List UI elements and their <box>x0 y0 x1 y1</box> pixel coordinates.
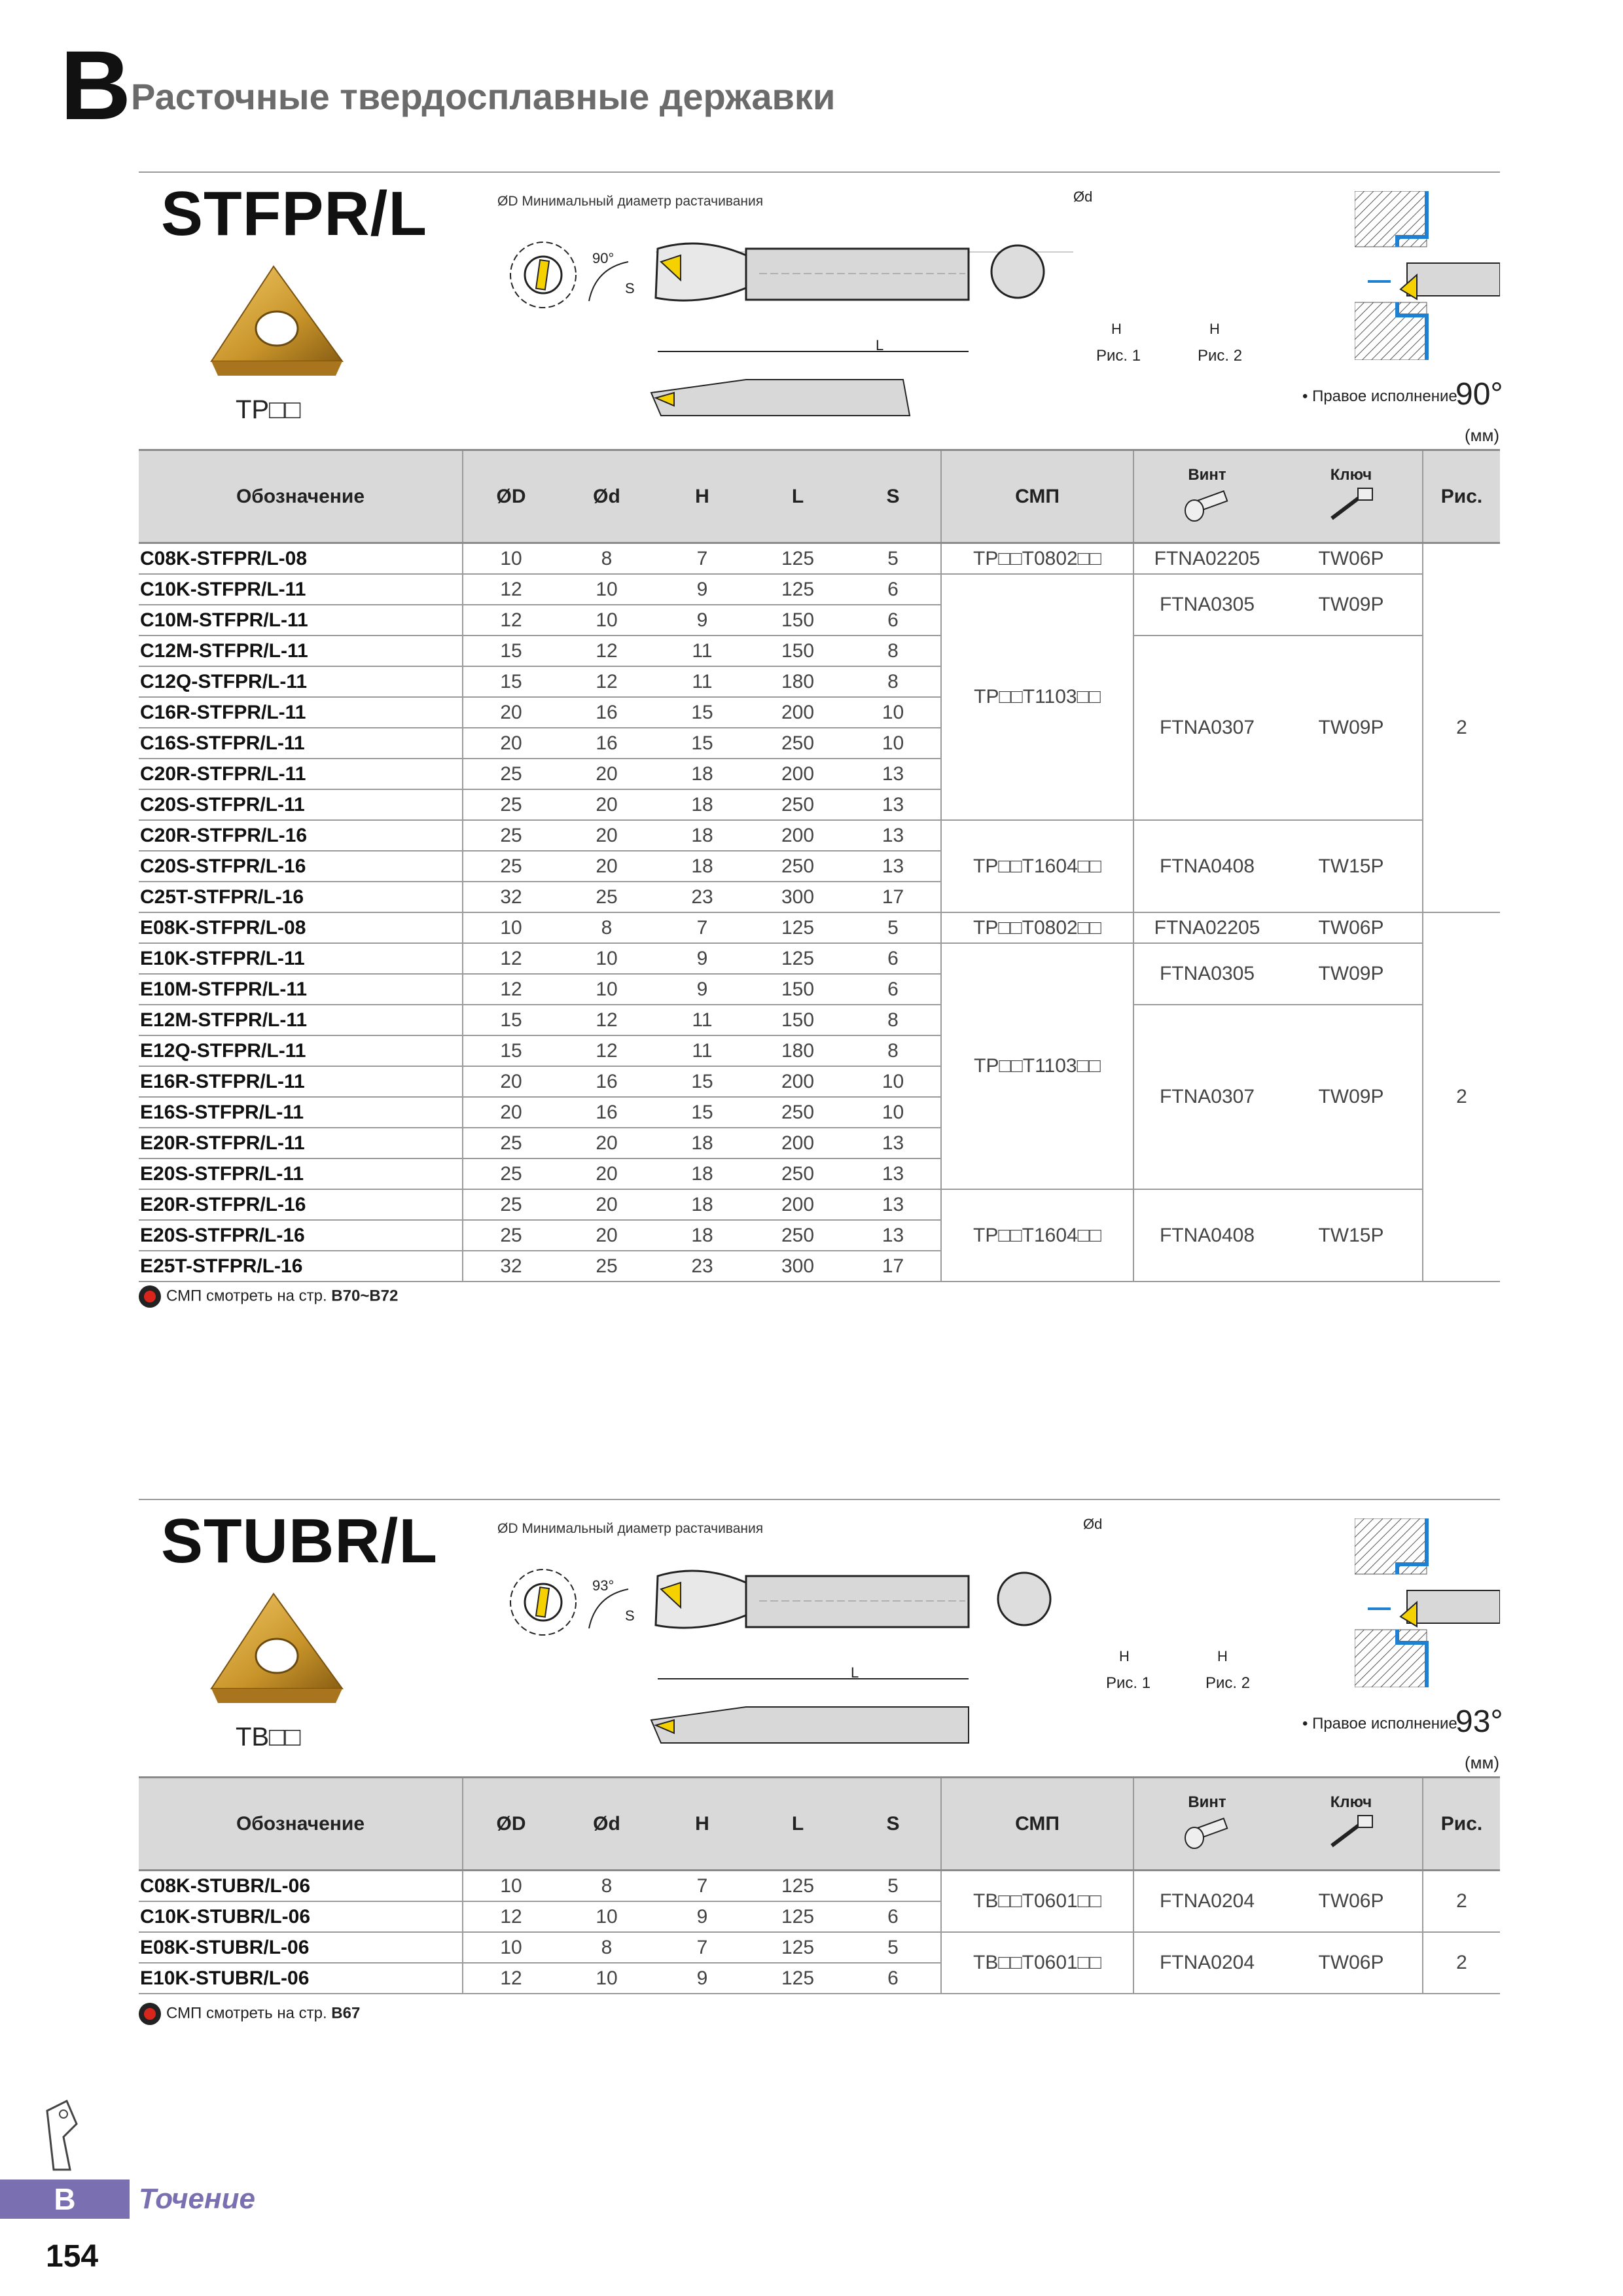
table-cell: 12 <box>559 1005 654 1035</box>
table-cell: 9 <box>654 974 750 1005</box>
table-cell: 15 <box>654 1097 750 1128</box>
table-cell: 15 <box>463 666 559 697</box>
table-cell: 6 <box>846 605 941 636</box>
table-cell: 10 <box>559 974 654 1005</box>
table-cell: E20S-STFPR/L-11 <box>139 1158 463 1189</box>
insert-cell: TP□□T0802□□ <box>941 912 1133 943</box>
col-screw <box>1133 450 1280 543</box>
table-cell: 11 <box>654 636 750 666</box>
table-cell: 11 <box>654 1005 750 1035</box>
insert-cell: TP□□T1103□□ <box>941 943 1133 1189</box>
col-key-label: Ключ <box>1330 1793 1372 1811</box>
table-cell: 11 <box>654 1035 750 1066</box>
table-cell: 25 <box>463 789 559 820</box>
note-ref[interactable]: B70~B72 <box>331 1287 399 1305</box>
insert-cell: TB□□T0601□□ <box>941 1932 1133 1994</box>
table-cell: 25 <box>463 820 559 851</box>
screw-cell: FTNA02205 <box>1133 912 1280 943</box>
col-screw-label: Винт <box>1188 465 1226 484</box>
table-cell: 5 <box>846 1932 941 1963</box>
h-label: H <box>1111 321 1122 337</box>
reference-arrow-icon <box>139 2003 161 2025</box>
table-cell: 10 <box>559 1963 654 1994</box>
d-label: Ød <box>1083 1516 1103 1532</box>
table-cell: C16S-STFPR/L-11 <box>139 728 463 759</box>
table-cell: 25 <box>463 1189 559 1220</box>
screw-cell: FTNA0307 <box>1133 1005 1280 1189</box>
screw-cell: FTNA0204 <box>1133 1932 1280 1994</box>
note-text: СМП смотреть на стр. <box>166 1287 327 1305</box>
table-row <box>139 1871 1500 1902</box>
col-S: S <box>846 1778 941 1871</box>
table-cell: 13 <box>846 1128 941 1158</box>
table-cell: 10 <box>846 1097 941 1128</box>
table-cell: 8 <box>846 636 941 666</box>
table-cell: 9 <box>654 605 750 636</box>
table-cell: 12 <box>463 974 559 1005</box>
s-label: S <box>625 1607 635 1624</box>
hand-label: • Правое исполнение <box>1302 1715 1457 1732</box>
table-cell: 6 <box>846 574 941 605</box>
table-cell: E16R-STFPR/L-11 <box>139 1066 463 1097</box>
table-cell: 200 <box>750 1189 846 1220</box>
table-cell: 12 <box>463 943 559 974</box>
holder-diagram <box>484 190 1073 452</box>
table-cell: 11 <box>654 666 750 697</box>
reference-note[interactable] <box>139 1285 398 1308</box>
table-cell: 5 <box>846 912 941 943</box>
boring-scheme-icon <box>1355 191 1500 360</box>
table-cell: 8 <box>559 912 654 943</box>
col-D: ØD <box>463 1778 559 1871</box>
table-cell: 8 <box>559 1871 654 1902</box>
table-cell: 12 <box>463 574 559 605</box>
table-cell: 15 <box>463 1005 559 1035</box>
table-cell: 8 <box>846 1035 941 1066</box>
table-cell: C20S-STFPR/L-11 <box>139 789 463 820</box>
table-cell: 200 <box>750 697 846 728</box>
table-cell: 200 <box>750 820 846 851</box>
table-row <box>139 820 1500 851</box>
d-label: Ød <box>1073 188 1093 205</box>
table-cell: 20 <box>463 1066 559 1097</box>
table-cell: E12Q-STFPR/L-11 <box>139 1035 463 1066</box>
table-cell: E10K-STUBR/L-06 <box>139 1963 463 1994</box>
table-cell: C20R-STFPR/L-16 <box>139 820 463 851</box>
note-text: СМП смотреть на стр. <box>166 2004 327 2022</box>
table-cell: 20 <box>559 1189 654 1220</box>
min-bore-label: ØD Минимальный диаметр растачивания <box>497 194 764 209</box>
insert-cell: TB□□T0601□□ <box>941 1871 1133 1933</box>
section-tab[interactable]: B <box>0 2179 130 2219</box>
table-cell: 16 <box>559 1066 654 1097</box>
fig-cell: 2 <box>1423 543 1500 913</box>
table-cell: 125 <box>750 912 846 943</box>
turning-tool-icon <box>41 2098 113 2176</box>
table-cell: E10M-STFPR/L-11 <box>139 974 463 1005</box>
table-cell: 13 <box>846 1158 941 1189</box>
table-cell: 250 <box>750 851 846 882</box>
col-fig: Рис. <box>1423 1778 1500 1871</box>
col-screw <box>1133 1778 1280 1871</box>
col-L: L <box>750 450 846 543</box>
table-cell: 13 <box>846 851 941 882</box>
table-cell: 12 <box>463 605 559 636</box>
table-row <box>139 574 1500 605</box>
note-ref[interactable]: B67 <box>331 2004 361 2022</box>
insert-code: TP□□ <box>236 395 301 424</box>
table-cell: 13 <box>846 759 941 789</box>
table-cell: 200 <box>750 1066 846 1097</box>
table-cell: 250 <box>750 1220 846 1251</box>
key-cell: TW09P <box>1280 1005 1423 1189</box>
table-cell: 15 <box>654 1066 750 1097</box>
table-cell: 13 <box>846 1220 941 1251</box>
table-cell: 20 <box>463 697 559 728</box>
table-cell: C10K-STUBR/L-06 <box>139 1901 463 1932</box>
table-cell: 10 <box>463 1871 559 1902</box>
l-label: L <box>851 1664 859 1681</box>
insert-cell: TP□□T1604□□ <box>941 820 1133 912</box>
table-cell: 5 <box>846 543 941 575</box>
col-H: H <box>654 1778 750 1871</box>
table-cell: 20 <box>559 759 654 789</box>
table-cell: 125 <box>750 1871 846 1902</box>
unit-label: (мм) <box>1465 425 1500 445</box>
table-cell: 9 <box>654 1963 750 1994</box>
table-cell: C08K-STUBR/L-06 <box>139 1871 463 1902</box>
table-cell: 125 <box>750 1932 846 1963</box>
table-cell: 16 <box>559 697 654 728</box>
table-cell: 10 <box>559 1901 654 1932</box>
table-cell: 18 <box>654 1128 750 1158</box>
table-cell: C16R-STFPR/L-11 <box>139 697 463 728</box>
table-cell: 8 <box>846 1005 941 1035</box>
table-cell: 125 <box>750 574 846 605</box>
boring-scheme-icon <box>1355 1518 1500 1687</box>
table-cell: 8 <box>559 1932 654 1963</box>
key-cell: TW15P <box>1280 1189 1423 1282</box>
table-cell: 10 <box>846 728 941 759</box>
table-cell: E12M-STFPR/L-11 <box>139 1005 463 1035</box>
table-cell: C12M-STFPR/L-11 <box>139 636 463 666</box>
reference-note[interactable] <box>139 2003 360 2025</box>
key-cell: TW06P <box>1280 912 1423 943</box>
table-cell: 32 <box>463 1251 559 1282</box>
table-cell: 10 <box>846 697 941 728</box>
screw-icon <box>1181 484 1234 524</box>
screw-cell: FTNA0305 <box>1133 943 1280 1005</box>
holder-diagram <box>484 1517 1073 1779</box>
table-row <box>139 912 1500 943</box>
table-cell: 23 <box>654 1251 750 1282</box>
fig2-label: Рис. 2 <box>1205 1674 1251 1692</box>
h-label: H <box>1209 321 1220 337</box>
insert-icon <box>208 263 346 381</box>
table-cell: 150 <box>750 636 846 666</box>
model-title: STUBR/L <box>161 1506 438 1576</box>
table-cell: 250 <box>750 1097 846 1128</box>
table-cell: 250 <box>750 789 846 820</box>
fig2-label: Рис. 2 <box>1198 347 1243 365</box>
table-cell: 25 <box>559 882 654 912</box>
table-row <box>139 1189 1500 1220</box>
table-cell: 150 <box>750 605 846 636</box>
key-cell: TW09P <box>1280 636 1423 820</box>
approach-angle: 93° <box>1455 1704 1503 1739</box>
table-cell: 16 <box>559 1097 654 1128</box>
table-row <box>139 1005 1500 1035</box>
table-cell: 12 <box>559 636 654 666</box>
table-cell: 20 <box>559 820 654 851</box>
table-cell: 17 <box>846 882 941 912</box>
table-cell: 13 <box>846 820 941 851</box>
table-cell: 15 <box>654 728 750 759</box>
fig-cell: 2 <box>1423 1932 1500 1994</box>
table-cell: 180 <box>750 1035 846 1066</box>
table-cell: 25 <box>463 759 559 789</box>
table-cell: 10 <box>463 543 559 575</box>
insert-cell: TP□□T1103□□ <box>941 574 1133 820</box>
table-cell: 25 <box>559 1251 654 1282</box>
table-cell: 7 <box>654 912 750 943</box>
table-cell: 12 <box>463 1963 559 1994</box>
key-cell: TW06P <box>1280 543 1423 575</box>
screw-icon <box>1181 1812 1234 1851</box>
table-cell: 125 <box>750 1963 846 1994</box>
key-cell: TW06P <box>1280 1871 1423 1933</box>
s-label: S <box>625 280 635 296</box>
table-cell: 7 <box>654 543 750 575</box>
table-cell: 6 <box>846 974 941 1005</box>
table-cell: 13 <box>846 1189 941 1220</box>
table-cell: 25 <box>463 1220 559 1251</box>
table-cell: 17 <box>846 1251 941 1282</box>
key-icon <box>1325 1812 1378 1851</box>
screw-cell: FTNA0408 <box>1133 1189 1280 1282</box>
table-cell: E20R-STFPR/L-11 <box>139 1128 463 1158</box>
table-row <box>139 1932 1500 1963</box>
table-cell: 16 <box>559 728 654 759</box>
table-cell: 9 <box>654 943 750 974</box>
table-cell: 13 <box>846 789 941 820</box>
fig-cell: 2 <box>1423 1871 1500 1933</box>
col-D: ØD <box>463 450 559 543</box>
table-cell: 180 <box>750 666 846 697</box>
angle-label: 90° <box>592 250 615 266</box>
insert-cell: TP□□T0802□□ <box>941 543 1133 575</box>
table-cell: 125 <box>750 543 846 575</box>
table-cell: 12 <box>559 1035 654 1066</box>
table-cell: 200 <box>750 1128 846 1158</box>
table-row <box>139 543 1500 575</box>
table-cell: C10M-STFPR/L-11 <box>139 605 463 636</box>
table-cell: E20S-STFPR/L-16 <box>139 1220 463 1251</box>
fig-cell: 2 <box>1423 912 1500 1282</box>
screw-cell: FTNA0305 <box>1133 574 1280 636</box>
table-cell: 125 <box>750 1901 846 1932</box>
table-cell: 150 <box>750 1005 846 1035</box>
table-cell: 125 <box>750 943 846 974</box>
fig1-label: Рис. 1 <box>1096 347 1141 365</box>
table-cell: 32 <box>463 882 559 912</box>
table-cell: 9 <box>654 574 750 605</box>
table-cell: 12 <box>463 1901 559 1932</box>
insert-icon <box>208 1590 346 1708</box>
table-cell: C20R-STFPR/L-11 <box>139 759 463 789</box>
key-cell: TW15P <box>1280 820 1423 912</box>
section-divider <box>139 171 1500 173</box>
table-cell: 18 <box>654 1220 750 1251</box>
table-cell: 250 <box>750 1158 846 1189</box>
table-cell: 15 <box>463 636 559 666</box>
spec-table <box>139 449 1500 1282</box>
table-cell: 300 <box>750 1251 846 1282</box>
min-bore-label: ØD Минимальный диаметр растачивания <box>497 1521 764 1536</box>
table-cell: C12Q-STFPR/L-11 <box>139 666 463 697</box>
table-row <box>139 636 1500 666</box>
table-cell: 7 <box>654 1871 750 1902</box>
model-title: STFPR/L <box>161 179 427 249</box>
table-cell: 20 <box>559 1220 654 1251</box>
col-L: L <box>750 1778 846 1871</box>
screw-cell: FTNA0408 <box>1133 820 1280 912</box>
reference-arrow-icon <box>139 1285 161 1308</box>
table-cell: 10 <box>463 912 559 943</box>
table-cell: 5 <box>846 1871 941 1902</box>
table-cell: 300 <box>750 882 846 912</box>
table-cell: 10 <box>846 1066 941 1097</box>
table-cell: 18 <box>654 851 750 882</box>
table-cell: 8 <box>559 543 654 575</box>
table-cell: 6 <box>846 943 941 974</box>
insert-code: TB□□ <box>236 1723 301 1751</box>
fig1-label: Рис. 1 <box>1106 1674 1151 1692</box>
col-key <box>1280 450 1423 543</box>
table-cell: 12 <box>559 666 654 697</box>
col-designation: Обозначение <box>139 1778 463 1871</box>
table-cell: 20 <box>559 851 654 882</box>
insert-cell: TP□□T1604□□ <box>941 1189 1133 1282</box>
table-cell: E16S-STFPR/L-11 <box>139 1097 463 1128</box>
table-cell: E10K-STFPR/L-11 <box>139 943 463 974</box>
table-cell: 10 <box>559 943 654 974</box>
section-divider <box>139 1499 1500 1500</box>
l-label: L <box>876 337 884 353</box>
angle-label: 93° <box>592 1577 615 1594</box>
table-cell: 25 <box>463 851 559 882</box>
screw-cell: FTNA0204 <box>1133 1871 1280 1933</box>
table-cell: 18 <box>654 789 750 820</box>
table-cell: 20 <box>463 1097 559 1128</box>
table-cell: E20R-STFPR/L-16 <box>139 1189 463 1220</box>
table-cell: 18 <box>654 820 750 851</box>
col-S: S <box>846 450 941 543</box>
table-cell: 20 <box>463 728 559 759</box>
table-cell: C20S-STFPR/L-16 <box>139 851 463 882</box>
table-cell: C25T-STFPR/L-16 <box>139 882 463 912</box>
screw-cell: FTNA02205 <box>1133 543 1280 575</box>
col-key <box>1280 1778 1423 1871</box>
table-cell: 25 <box>463 1158 559 1189</box>
col-key-label: Ключ <box>1330 465 1372 484</box>
unit-label: (мм) <box>1465 1753 1500 1772</box>
h-label: H <box>1119 1648 1130 1664</box>
section-letter: B <box>60 30 132 140</box>
section-name: Точение <box>139 2183 255 2215</box>
table-cell: E08K-STUBR/L-06 <box>139 1932 463 1963</box>
key-cell: TW09P <box>1280 574 1423 636</box>
col-insert: СМП <box>941 450 1133 543</box>
table-cell: 18 <box>654 1158 750 1189</box>
col-d: Ød <box>559 450 654 543</box>
table-cell: E25T-STFPR/L-16 <box>139 1251 463 1282</box>
table-cell: C10K-STFPR/L-11 <box>139 574 463 605</box>
table-cell: 9 <box>654 1901 750 1932</box>
key-icon <box>1325 484 1378 524</box>
table-cell: 20 <box>559 789 654 820</box>
hand-label: • Правое исполнение <box>1302 387 1457 405</box>
table-cell: 6 <box>846 1901 941 1932</box>
col-d: Ød <box>559 1778 654 1871</box>
page-number: 154 <box>46 2239 99 2274</box>
table-cell: E08K-STFPR/L-08 <box>139 912 463 943</box>
approach-angle: 90° <box>1455 377 1503 412</box>
col-designation: Обозначение <box>139 450 463 543</box>
key-cell: TW06P <box>1280 1932 1423 1994</box>
col-insert: СМП <box>941 1778 1133 1871</box>
table-cell: 10 <box>463 1932 559 1963</box>
table-cell: C08K-STFPR/L-08 <box>139 543 463 575</box>
page-title: Расточные твердосплавные державки <box>131 76 836 117</box>
h-label: H <box>1217 1648 1228 1664</box>
table-cell: 20 <box>559 1158 654 1189</box>
table-cell: 8 <box>846 666 941 697</box>
table-cell: 25 <box>463 1128 559 1158</box>
col-screw-label: Винт <box>1188 1793 1226 1811</box>
table-cell: 15 <box>463 1035 559 1066</box>
table-cell: 10 <box>559 574 654 605</box>
spec-table <box>139 1776 1500 1994</box>
table-cell: 18 <box>654 759 750 789</box>
screw-cell: FTNA0307 <box>1133 636 1280 820</box>
table-cell: 150 <box>750 974 846 1005</box>
table-cell: 20 <box>559 1128 654 1158</box>
col-H: H <box>654 450 750 543</box>
table-cell: 7 <box>654 1932 750 1963</box>
table-cell: 18 <box>654 1189 750 1220</box>
table-cell: 6 <box>846 1963 941 1994</box>
table-cell: 250 <box>750 728 846 759</box>
table-cell: 15 <box>654 697 750 728</box>
table-cell: 200 <box>750 759 846 789</box>
table-cell: 10 <box>559 605 654 636</box>
key-cell: TW09P <box>1280 943 1423 1005</box>
col-fig: Рис. <box>1423 450 1500 543</box>
table-row <box>139 943 1500 974</box>
table-cell: 23 <box>654 882 750 912</box>
